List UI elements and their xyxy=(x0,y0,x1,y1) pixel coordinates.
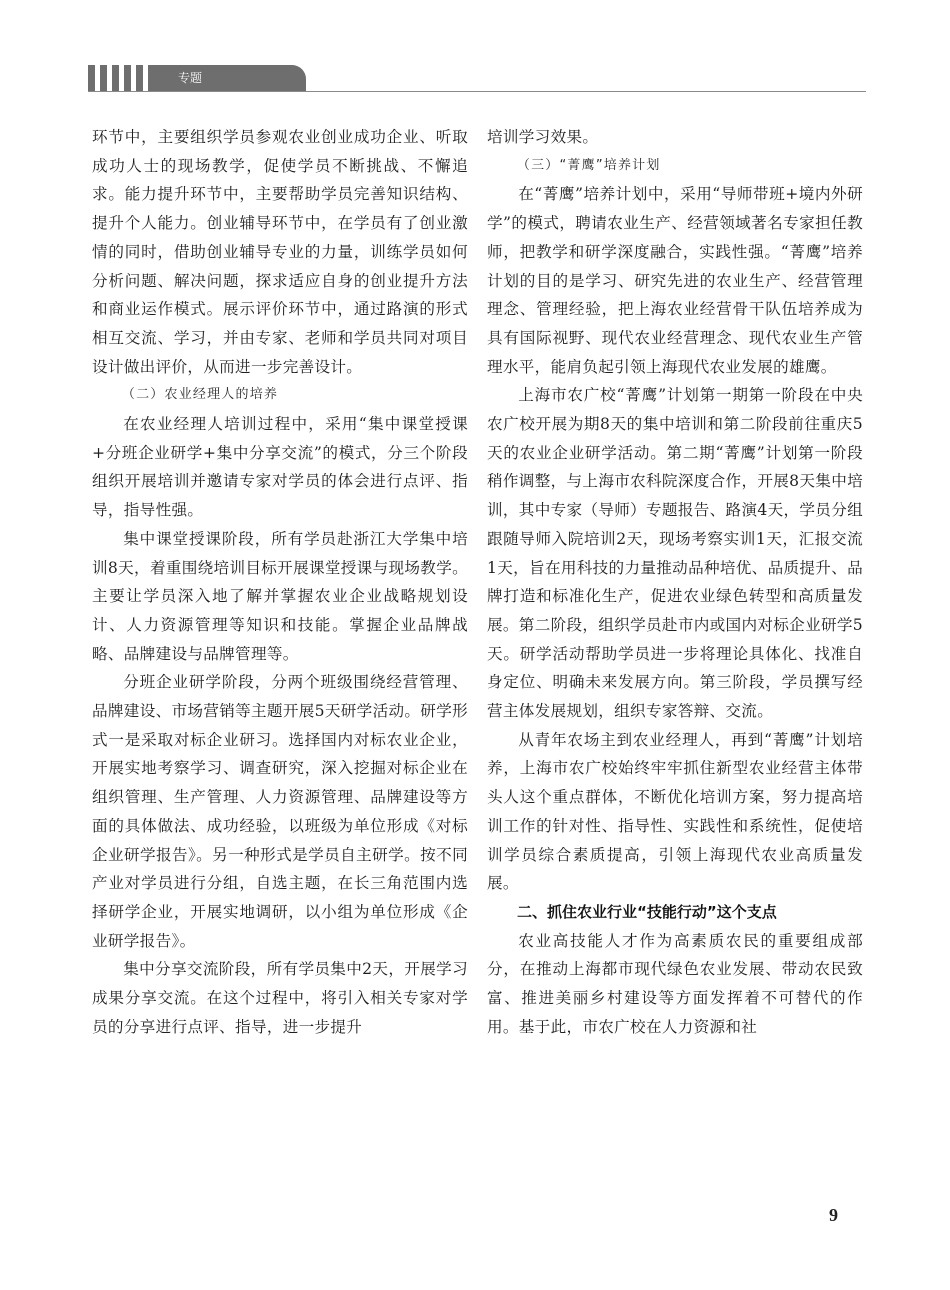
paragraph: 环节中，主要组织学员参观农业创业成功企业、听取成功人士的现场教学，促使学员不断挑战、不懈追求。能力提升环节中，主要帮助学员完善知识结构、提升个人能力。创业辅导环节中，在学员有了创业激情的同时，借助创业辅导专业的力量，训练学员如何分析问题、解决问题，探求适应自身的创业提升方法和商业运作模式。展示评价环节中，通过路演的形式相互交流、学习，并由专家、老师和学员共同对项目设计做出评价，从而进一步完善设计。 xyxy=(92,128,468,376)
paragraph: 从青年农场主到农业经理人，再到“菁鹰”计划培养，上海市农广校始终牢牢抓住新型农业经营主体带头人这个重点群体，不断优化培训方案，努力提高培训工作的针对性、指导性、实践性和系统性，促使培训学员综合素质提高，引领上海现代农业高质量发展。 xyxy=(487,730,863,893)
paragraph: 分班企业研学阶段，分两个班级围绕经营管理、品牌建设、市场营销等主题开展5天研学活动。研学形式一是采取对标企业研习。选择国内对标农业企业，开展实地考察学习、调查研究，深入挖掘对标企业在组织管理、生产管理、人力资源管理、品牌建设等方面的具体做法、成功经验，以班级为单位形成《对标企业研学报告》。另一种形式是学员自主研学。按不同产业对学员进行分组，自选主题，在长三角范围内选择研学企业，开展实地调研，以小组为单位形成《企业研学报告》。 xyxy=(92,673,468,950)
header-stripes-decoration xyxy=(88,65,143,91)
paragraph: 集中分享交流阶段，所有学员集中2天，开展学习成果分享交流。在这个过程中，将引入相关专家对学员的分享进行点评、指导，进一步提升 xyxy=(92,960,468,1036)
paragraph: 在“菁鹰”培养计划中，采用“导师带班+境内外研学”的模式，聘请农业生产、经营领域著名专家担任教师，把教学和研学深度融合，实践性强。“菁鹰”培养计划的目的是学习、研究先进的农业生产、经营管理理念、管理经验，把上海农业经营骨干队伍培养成为具有国际视野、现代农业经营理念、现代农业生产管理水平，能肩负起引领上海现代农业发展的雄鹰。 xyxy=(487,185,863,376)
paragraph: 培训学习效果。 xyxy=(487,128,599,146)
paragraph: 在农业经理人培训过程中，采用“集中课堂授课+分班企业研学+集中分享交流”的模式，分三个阶段组织开展培训并邀请专家对学员的体会进行点评、指导，指导性强。 xyxy=(92,415,468,520)
paragraph: 农业高技能人才作为高素质农民的重要组成部分，在推动上海都市现代绿色农业发展、带动农民致富、推进美丽乡村建设等方面发挥着不可替代的作用。基于此，市农广校在人力资源和社 xyxy=(487,931,863,1036)
page-header xyxy=(88,65,866,93)
subheading: （二）农业经理人的培养 xyxy=(121,387,279,403)
left-column xyxy=(92,123,468,1042)
header-rule xyxy=(88,91,866,92)
paragraph: 集中课堂授课阶段，所有学员赴浙江大学集中培训8天，着重围绕培训目标开展课堂授课与现场教学。主要让学员深入地了解并掌握农业企业战略规划设计、人力资源管理等知识和技能。掌握企业品牌战略、品牌建设与品牌管理等。 xyxy=(92,529,468,663)
subheading: （三）“菁鹰”培养计划 xyxy=(516,157,661,173)
section-heading: 二、抓住农业行业“技能行动”这个支点 xyxy=(517,902,777,921)
section-tab: 专题 xyxy=(148,65,306,91)
paragraph: 上海市农广校“菁鹰”计划第一期第一阶段在中央农广校开展为期8天的集中培训和第二阶段前往重庆5天的农业企业研学活动。第二期“菁鹰”计划第一阶段稍作调整，与上海市农科院深度合作，开展8天集中培训，其中专家（导师）专题报告、路演4天，学员分组跟随导师入院培训2天，现场考察实训1天，汇报交流1天，旨在用科技的力量推动品种培优、品质提升、品牌打造和标准化生产，促进农业绿色转型和高质量发展。第二阶段，组织学员赴市内或国内对标企业研学5天。研学活动帮助学员进一步将理论具体化、找准自身定位、明确未来发展方向。第三阶段，学员撰写经营主体发展规划，组织专家答辩、交流。 xyxy=(487,386,863,721)
right-column xyxy=(487,123,863,1042)
page-number: 9 xyxy=(829,1205,838,1225)
